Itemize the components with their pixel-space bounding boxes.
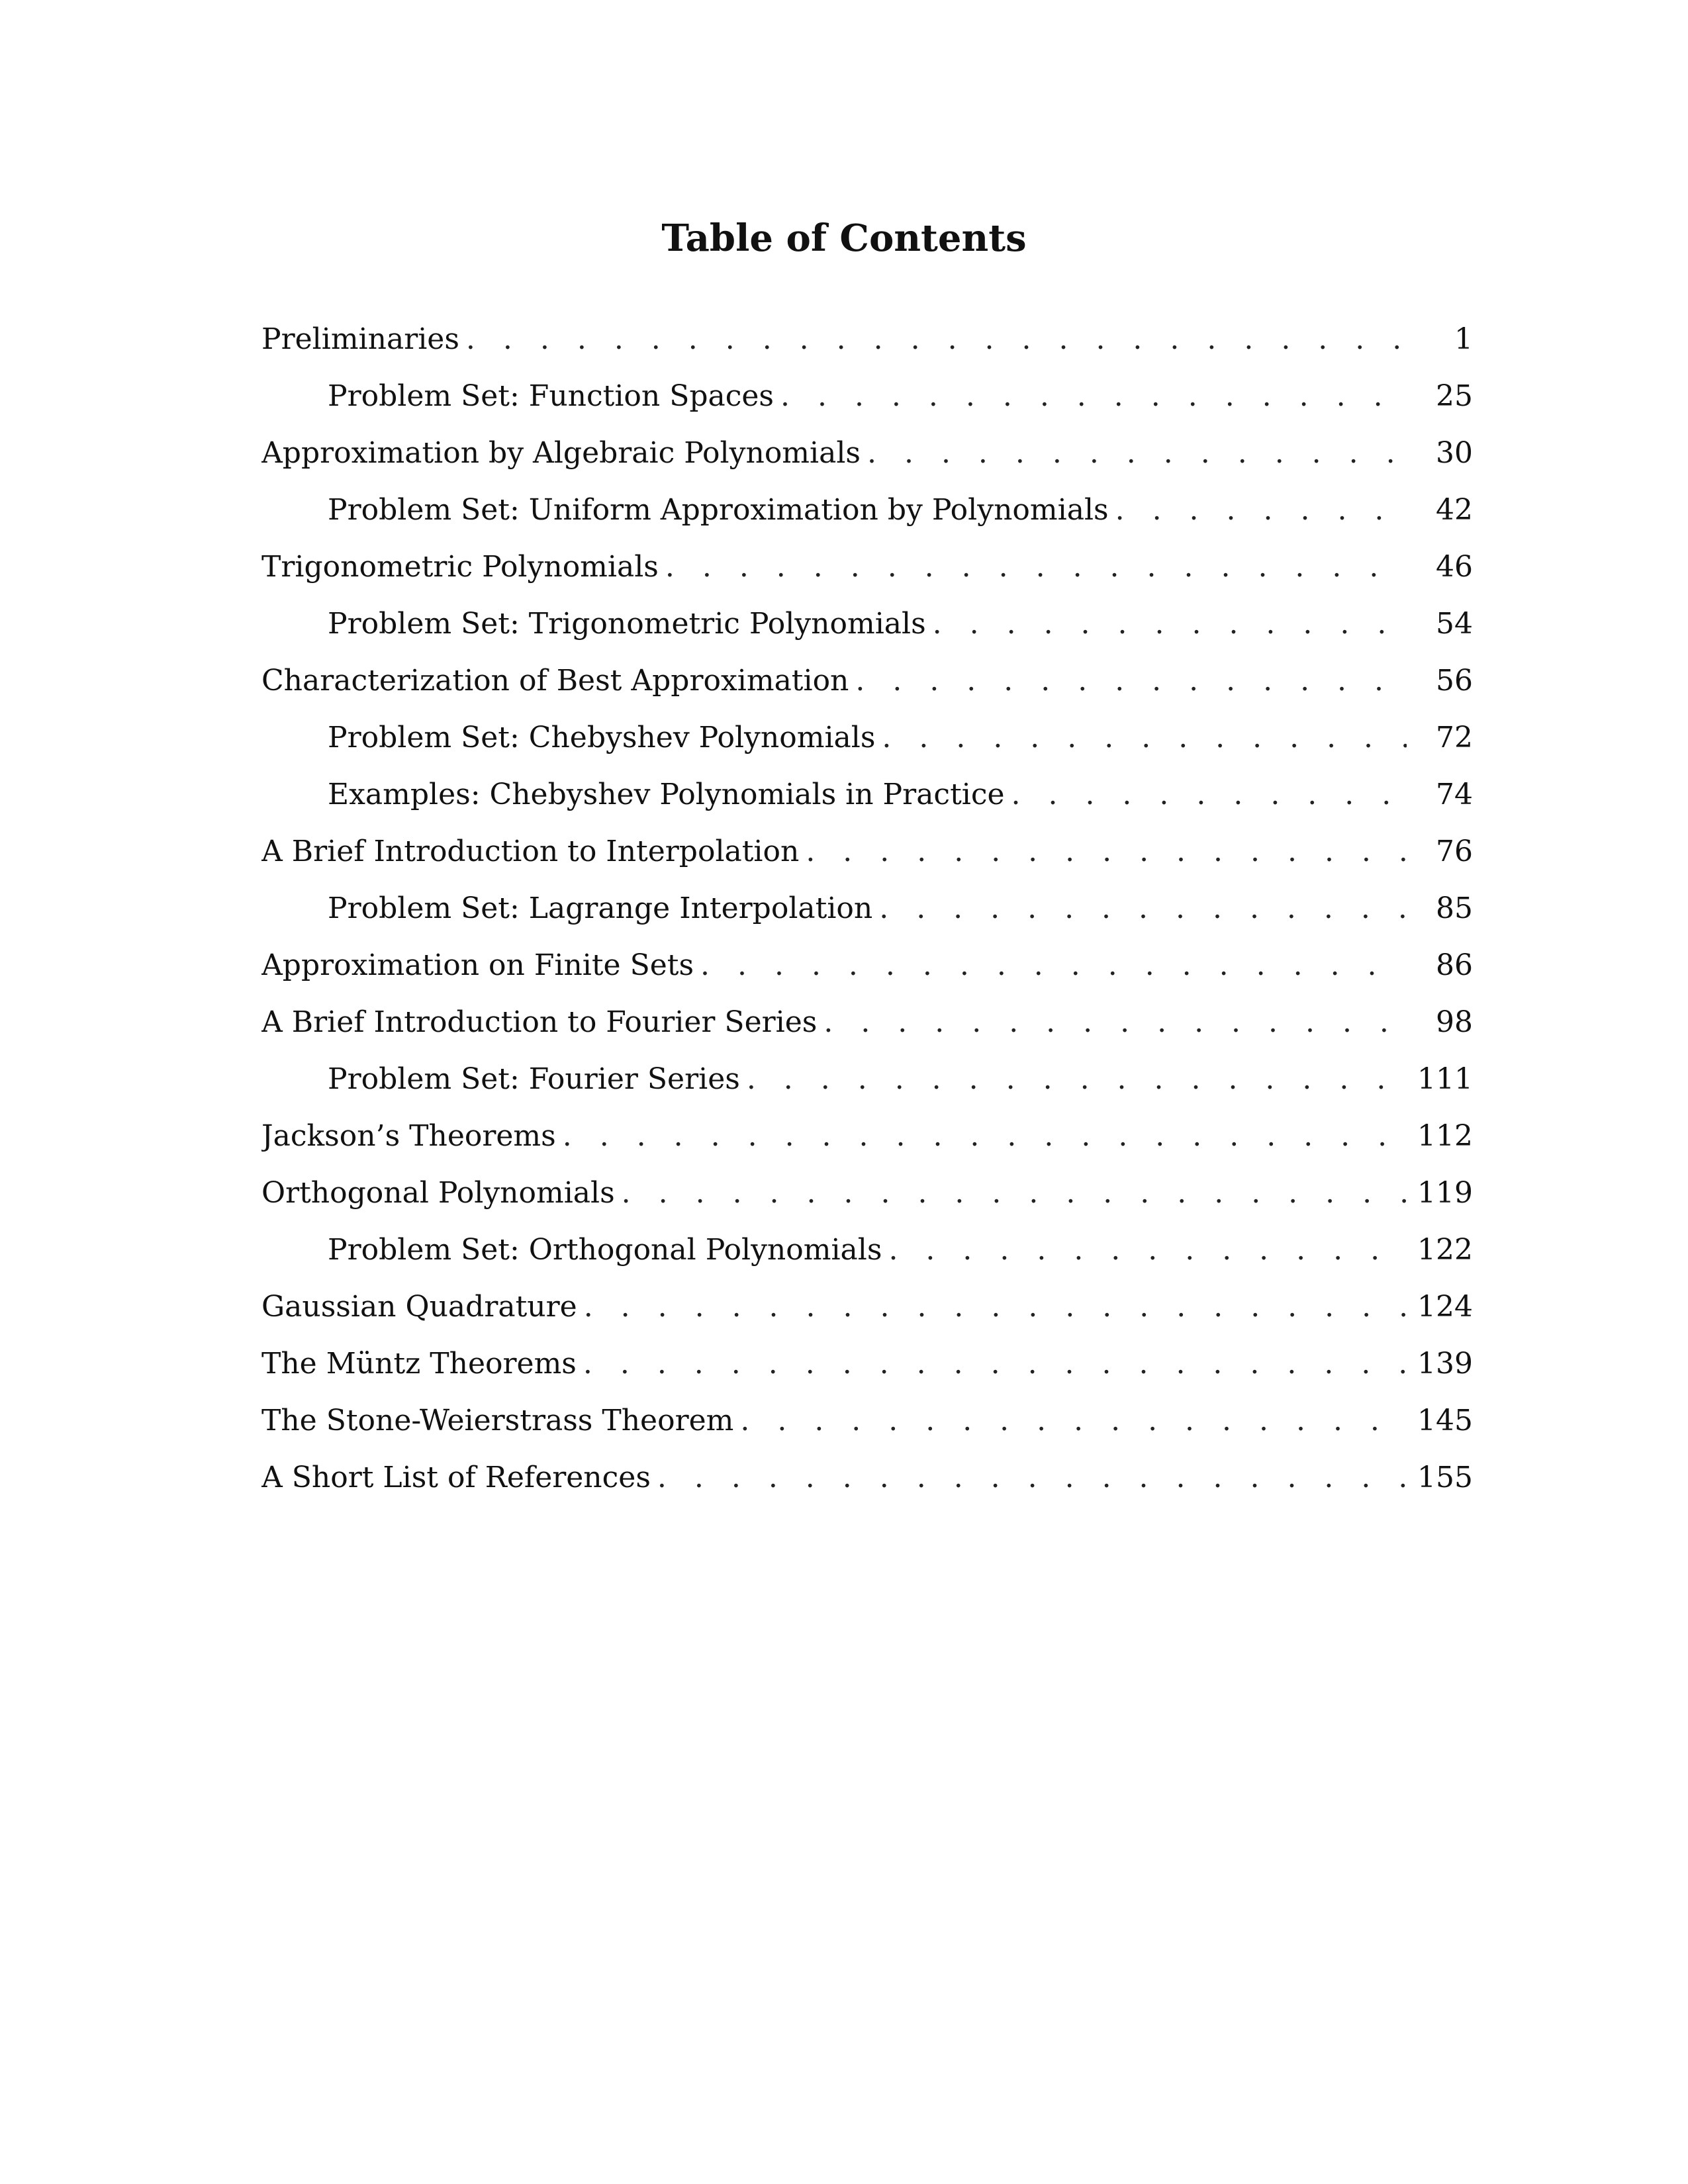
toc-entry[interactable] [261,1336,1473,1392]
toc-entry-label: Approximation on Finite Sets [261,948,694,982]
toc-page-number: 86 [1436,948,1473,982]
dot-leader [466,311,1407,368]
table-of-contents [261,311,1473,1506]
toc-page-number: 122 [1417,1233,1473,1267]
toc-page-number: 112 [1417,1119,1473,1153]
toc-entry-label: Problem Set: Trigonometric Polynomials [328,607,926,641]
dot-leader [563,1108,1407,1165]
toc-entry[interactable] [261,823,1473,880]
toc-entry-label: A Short List of References [261,1461,651,1494]
toc-page-number: 46 [1436,550,1473,584]
toc-entry-label: Jackson’s Theorems [261,1119,556,1153]
dot-leader [780,368,1407,425]
toc-entry-label: The Müntz Theorems [261,1347,577,1381]
toc-entry-label: Problem Set: Chebyshev Polynomials [328,721,876,754]
toc-subentry[interactable] [261,368,1473,425]
page-title: Table of Contents [661,216,1027,260]
toc-subentry[interactable] [261,482,1473,539]
toc-entry[interactable] [261,311,1473,368]
dot-leader [747,1051,1407,1108]
toc-subentry[interactable] [261,766,1473,823]
toc-page-number: 119 [1417,1176,1473,1210]
toc-page-number: 42 [1436,493,1473,527]
dot-leader [933,596,1407,653]
toc-entry-label: Problem Set: Lagrange Interpolation [328,891,873,925]
dot-leader [882,709,1407,766]
toc-entry-label: Characterization of Best Approximation [261,664,849,698]
dot-leader [855,653,1407,709]
toc-page-number: 76 [1436,835,1473,868]
toc-page-number: 74 [1436,778,1473,811]
toc-entry-label: Problem Set: Fourier Series [328,1062,740,1096]
toc-entry[interactable] [261,653,1473,709]
toc-entry[interactable] [261,1165,1473,1222]
dot-leader [867,425,1407,482]
toc-subentry[interactable] [261,880,1473,937]
toc-page-number: 155 [1417,1461,1473,1494]
toc-entry[interactable] [261,1108,1473,1165]
toc-entry[interactable] [261,425,1473,482]
toc-page-number: 124 [1417,1290,1473,1324]
toc-entry-label: Problem Set: Function Spaces [328,379,774,413]
dot-leader [583,1336,1407,1392]
toc-entry[interactable] [261,1392,1473,1449]
toc-entry-label: Trigonometric Polynomials [261,550,659,584]
toc-page-number: 85 [1436,891,1473,925]
toc-subentry[interactable] [261,1051,1473,1108]
toc-entry-label: Approximation by Algebraic Polynomials [261,436,861,470]
toc-entry-label: Preliminaries [261,322,459,356]
dot-leader [823,994,1407,1051]
toc-entry-label: A Brief Introduction to Interpolation [261,835,800,868]
dot-leader [584,1279,1407,1336]
toc-entry-label: Orthogonal Polynomials [261,1176,615,1210]
toc-page-number: 25 [1436,379,1473,413]
toc-subentry[interactable] [261,1222,1473,1279]
toc-subentry[interactable] [261,596,1473,653]
dot-leader [657,1449,1407,1506]
toc-entry[interactable] [261,1279,1473,1336]
toc-entry[interactable] [261,994,1473,1051]
dot-leader [879,880,1407,937]
dot-leader [665,539,1407,596]
toc-entry-label: A Brief Introduction to Fourier Series [261,1005,818,1039]
toc-entry-label: The Stone-Weierstrass Theorem [261,1404,734,1437]
dot-leader [888,1222,1407,1279]
toc-page-number: 54 [1436,607,1473,641]
toc-entry-label: Problem Set: Orthogonal Polynomials [328,1233,882,1267]
toc-page-number: 1 [1454,322,1473,356]
toc-page-number: 139 [1417,1347,1473,1381]
toc-entry[interactable] [261,539,1473,596]
toc-entry[interactable] [261,937,1473,994]
dot-leader [740,1392,1407,1449]
dot-leader [806,823,1407,880]
toc-page-number: 72 [1436,721,1473,754]
toc-entry-label: Gaussian Quadrature [261,1290,577,1324]
toc-page-number: 30 [1436,436,1473,470]
dot-leader [700,937,1407,994]
toc-page-number: 145 [1417,1404,1473,1437]
toc-entry[interactable] [261,1449,1473,1506]
toc-page-number: 111 [1417,1062,1473,1096]
toc-page-number: 98 [1436,1005,1473,1039]
dot-leader [1115,482,1407,539]
toc-page-number: 56 [1436,664,1473,698]
toc-entry-label: Examples: Chebyshev Polynomials in Practice [328,778,1005,811]
toc-subentry[interactable] [261,709,1473,766]
dot-leader [622,1165,1407,1222]
dot-leader [1011,766,1407,823]
toc-entry-label: Problem Set: Uniform Approximation by Polynomials [328,493,1109,527]
